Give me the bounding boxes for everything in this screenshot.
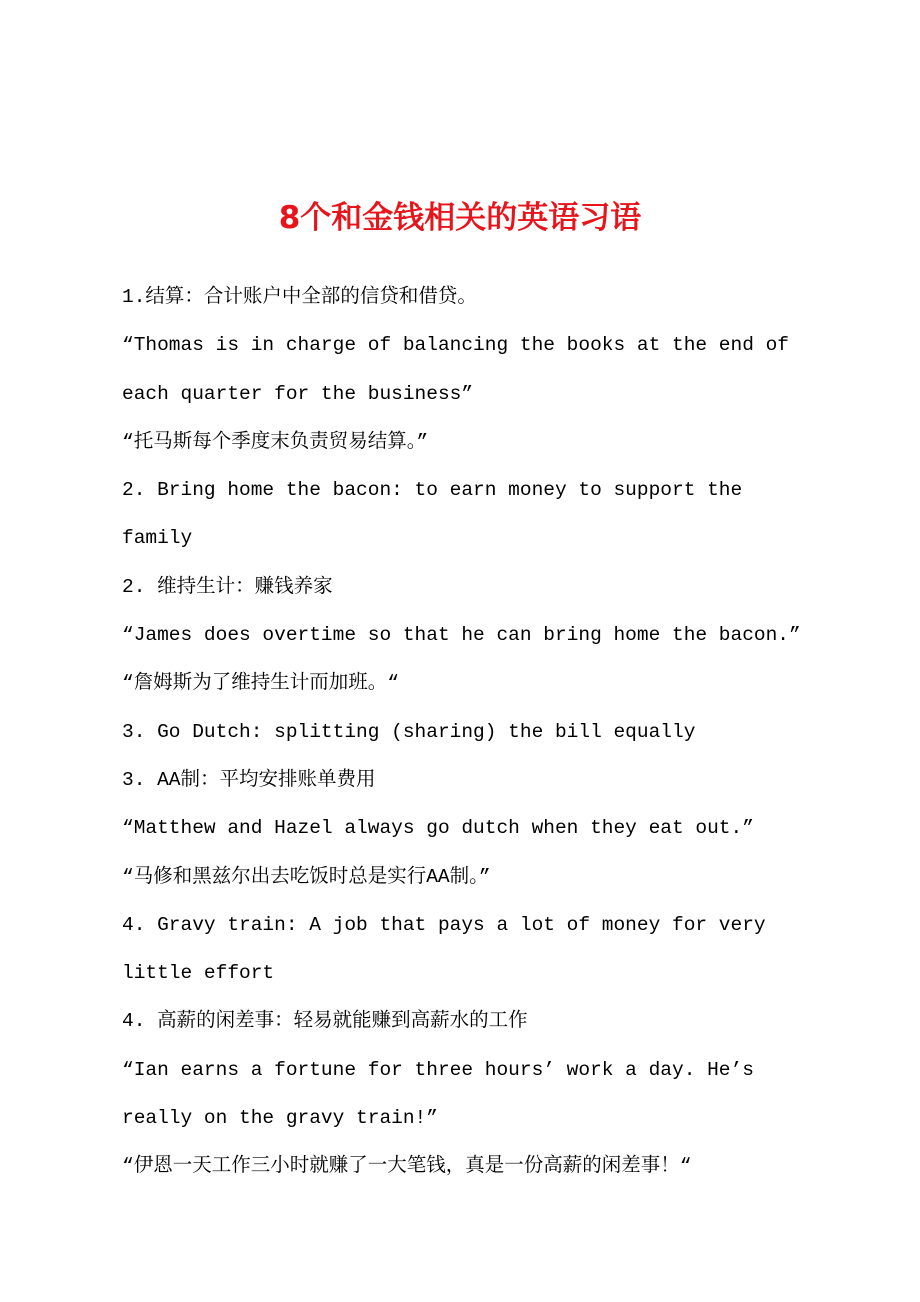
paragraph-line: “马修和黑兹尔出去吃饭时总是实行AA制。” [122, 865, 491, 888]
document-body [122, 273, 812, 1191]
paragraph-line: “Matthew and Hazel always go dutch when they eat out.” [122, 817, 754, 840]
paragraph-line: 2. Bring home the bacon: to earn money to support the family [122, 479, 754, 550]
paragraph-line: 4. 高薪的闲差事：轻易就能赚到高薪水的工作 [122, 1010, 528, 1033]
paragraph-line: “托马斯每个季度末负责贸易结算。” [122, 430, 429, 453]
paragraph-line: “伊恩一天工作三小时就赚了一大笔钱，真是一份高薪的闲差事！“ [122, 1155, 692, 1178]
paragraph-line: 3. AA制：平均安排账单费用 [122, 768, 376, 791]
paragraph-line: 1.结算：合计账户中全部的信贷和借贷。 [122, 286, 477, 308]
paragraph-line: 3. Go Dutch: splitting (sharing) the bill equally [122, 720, 696, 743]
paragraph-line: “James does overtime so that he can bring home the bacon.” [122, 624, 801, 647]
paragraph-line: “Thomas is in charge of balancing the books at the end of each quarter for the business” [122, 334, 801, 405]
paragraph-line: 2. 维持生计：赚钱养家 [122, 575, 333, 598]
paragraph-line: “詹姆斯为了维持生计而加班。“ [122, 672, 399, 695]
paragraph-line: 4. Gravy train: A job that pays a lot of money for very little effort [122, 913, 778, 985]
paragraph-line: “Ian earns a fortune for three hours’ work a day. He’s really on the gravy train!” [122, 1058, 766, 1130]
page-title: 8个和金钱相关的英语习语 [278, 200, 642, 236]
